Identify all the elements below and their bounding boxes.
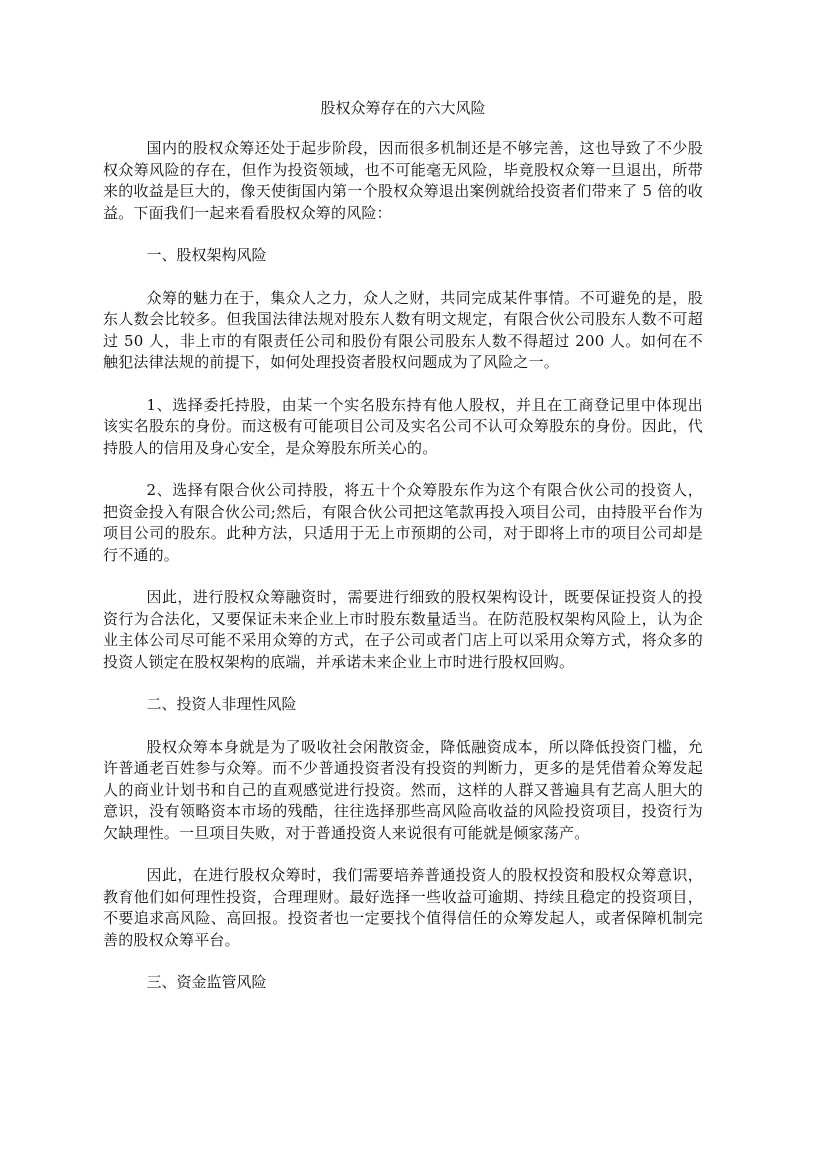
section-1-paragraph-3: 2、选择有限合伙公司持股，将五十个众筹股东作为这个有限合伙公司的投资人，把资金投入有限合伙公司;然后，有限合伙公司把这笔款再投入项目公司，由持股平台作为项目公司的股东。此种方法，只适用于无上市预期的公司，对于即将上市的项目公司却是行不通的。	[103, 481, 703, 564]
document-page	[103, 98, 703, 1015]
section-1-paragraph-1: 众筹的魅力在于，集众人之力，众人之财，共同完成某件事情。不可避免的是，股东人数会比较多。但我国法律法规对股东人数有明文规定，有限合伙公司股东人数不可超过 50 人，非上市的有限责任公司和股份有限公司股东人数不得超过 200 人。如何在不触犯法律法规的前提下，如何处理投资者股权问题成为了风险之一。	[103, 288, 703, 371]
intro-paragraph: 国内的股权众筹还处于起步阶段，因而很多机制还是不够完善，这也导致了不少股权众筹风险的存在，但作为投资领域，也不可能毫无风险，毕竟股权众筹一旦退出，所带来的收益是巨大的，像天使街国内第一个股权众筹退出案例就给投资者们带来了 5 倍的收益。下面我们一起来看看股权众筹的风险：	[103, 139, 703, 222]
document-title: 股权众筹存在的六大风险	[320, 99, 486, 117]
section-heading-2: 二、投资人非理性风险	[146, 695, 297, 713]
section-2-paragraph-2: 因此，在进行股权众筹时，我们需要培养普通投资人的股权投资和股权众筹意识，教育他们如何理性投资，合理理财。最好选择一些收益可逾期、持续且稳定的投资项目，不要追求高风险、高回报。投资者也一定要找个值得信任的众筹发起人，或者保障机制完善的股权众筹平台。	[103, 866, 703, 949]
section-1-paragraph-4: 因此，进行股权众筹融资时，需要进行细致的股权架构设计，既要保证投资人的投资行为合法化，又要保证未来企业上市时股东数量适当。在防范股权架构风险上，认为企业主体公司尽可能不采用众筹的方式，在子公司或者门店上可以采用众筹方式，将众多的投资人锁定在股权架构的底端，并承诺未来企业上市时进行股权回购。	[103, 588, 703, 671]
section-1-paragraph-2: 1、选择委托持股，由某一个实名股东持有他人股权，并且在工商登记里中体现出该实名股东的身份。而这极有可能项目公司及实名公司不认可众筹股东的身份。因此，代持股人的信用及身心安全，是众筹股东所关心的。	[103, 395, 703, 457]
section-heading-3: 三、资金监管风险	[146, 973, 267, 991]
section-heading-1: 一、股权架构风险	[146, 246, 267, 264]
section-2-paragraph-1: 股权众筹本身就是为了吸收社会闲散资金，降低融资成本，所以降低投资门槛，允许普通老百姓参与众筹。而不少普通投资者没有投资的判断力，更多的是凭借着众筹发起人的商业计划书和自己的直观感觉进行投资。然而，这样的人群又普遍具有艺高人胆大的意识，没有领略资本市场的残酷，往往选择那些高风险高收益的风险投资项目，投资行为欠缺理性。一旦项目失败，对于普通投资人来说很有可能就是倾家荡产。	[103, 737, 703, 842]
